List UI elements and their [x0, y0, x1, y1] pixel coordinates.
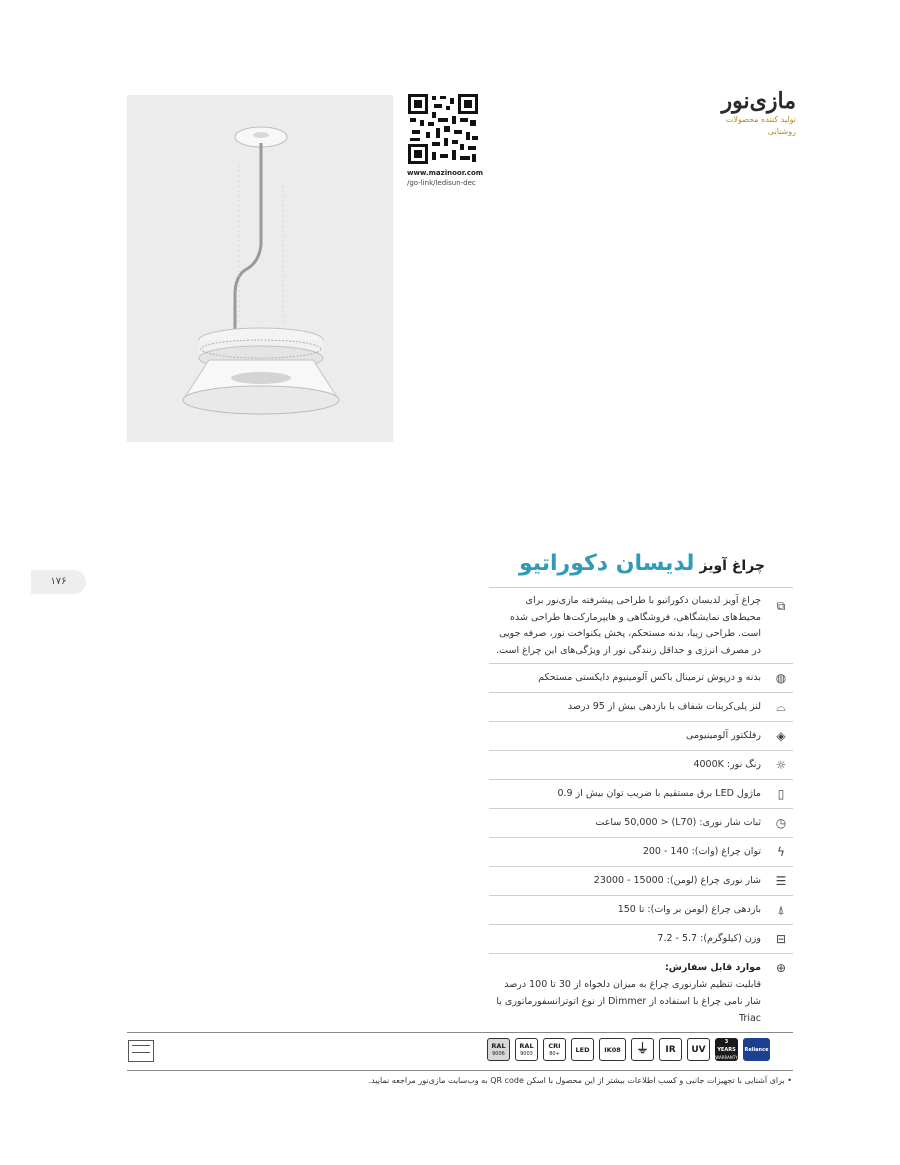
title-prefix: چراغ آویز: [699, 558, 765, 574]
description-text: چراغ آویز لدیسان دکوراتیو با طراحی پیشرفته مازی‌نور برای محیط‌های نمایشگاهی، فروشگاهی و هایپرمارکت‌ها طراحی شده است. طراحی زیبا، بدنه مستحکم، پخش یکنواخت نور، صرفه جویی در مصرف انرژی و حداقل زنندگی نور از ویژگی‌های این چراغ است.: [496, 595, 761, 656]
clock-icon: ◷: [775, 816, 787, 830]
footnote: • برای آشنایی با تجهیزات جانبی و کسب اطلاعات بیشتر از این محصول با اسکن QR code به وب‌سایت مازی‌نور مراجعه نمایید.: [368, 1076, 792, 1085]
efficacy-lamp-icon: ⍋: [777, 903, 785, 917]
brand-logo: [714, 88, 796, 138]
copy-pages-icon: ⧉: [776, 599, 786, 613]
plus-circle-icon: ⊕: [775, 961, 787, 975]
no-uv-badge: UV: [687, 1038, 710, 1061]
spec-text: ماژول LED برق مستقیم با ضریب توان بیش از 0.9: [557, 788, 761, 799]
no-ir-badge: IR: [659, 1038, 682, 1061]
order-options-text: قابلیت تنظیم شارنوری چراغ به میزان دلخواه از 30 تا 100 درصد شار نامی چراغ با استفاده از Dimmer از نوع اتوترانسفورماتوری یا Triac: [496, 979, 761, 1024]
logo-tagline: تولید کننده محصولات روشنایی: [725, 115, 796, 136]
divider: [127, 1070, 793, 1071]
ral-9003-badge: RAL 9003: [515, 1038, 538, 1061]
spec-row: [489, 779, 793, 808]
spec-text: لنز پلی‌کربنات شفاف با بازدهی بیش از 95 درصد: [567, 701, 761, 712]
qr-website[interactable]: www.mazinoor.com: [407, 169, 484, 177]
description-row: [489, 587, 793, 663]
certification-badges: [487, 1038, 770, 1064]
spec-text: شار نوری چراغ (لومن): 15000 - 23000: [593, 875, 761, 886]
qr-code[interactable]: [408, 94, 478, 164]
sun-icon: ☼: [775, 758, 787, 772]
qr-link-path[interactable]: /go-link/ledisun-dec: [407, 179, 476, 187]
spec-list: [489, 587, 793, 1027]
divider: [127, 1032, 793, 1033]
spec-text: توان چراغ (وات): 140 - 200: [642, 846, 761, 857]
spec-text: رفلکتور آلومینیومی: [686, 730, 761, 741]
led-badge: LED: [571, 1038, 594, 1061]
warranty-badge: 3 YEARS WARRANTY: [715, 1038, 738, 1060]
order-options-title: موارد قابل سفارش:: [664, 962, 761, 973]
spec-row: [489, 750, 793, 779]
weight-icon: ⊟: [775, 932, 787, 946]
ik08-badge: IK08: [599, 1038, 626, 1061]
page-number-tab: ۱۷۶: [31, 570, 86, 594]
order-options-row: [489, 953, 793, 1027]
dimensions-icon: [128, 1040, 154, 1062]
lens-icon: ⌓: [776, 700, 786, 714]
spec-row: [489, 692, 793, 721]
spec-text: بازدهی چراغ (لومن بر وات): تا 150: [617, 904, 761, 915]
order-options: [489, 954, 793, 1027]
spec-row: [489, 895, 793, 924]
qr-code-icon: [408, 94, 478, 164]
housing-icon: ◍: [775, 671, 787, 685]
reflector-icon: ◈: [776, 729, 786, 743]
cri-badge: CRI 80+: [543, 1038, 566, 1061]
earth-ground-icon: ⏚: [631, 1038, 654, 1061]
spec-row: [489, 721, 793, 750]
product-photo: [127, 95, 393, 442]
spec-row: [489, 837, 793, 866]
luminous-flux-icon: ☰: [775, 874, 787, 888]
spec-row: [489, 808, 793, 837]
spec-text: بدنه و درپوش ترمینال باکس آلومینیوم دایکستی مستحکم: [538, 672, 761, 683]
ral-9006-badge: RAL 9006: [487, 1038, 510, 1061]
title-main: لدیسان دکوراتیو: [518, 551, 695, 576]
reliance-badge: Reliance: [743, 1038, 770, 1061]
product-title: [489, 551, 765, 576]
logo-mark: مازی‌نور: [721, 88, 796, 114]
spec-text: رنگ نور: 4000K: [693, 759, 761, 770]
pendant-lamp-image: [127, 95, 393, 442]
power-bolt-icon: ϟ: [777, 845, 785, 859]
spec-row: [489, 924, 793, 953]
spec-text: ثبات شار نوری: (L70) < 50,000 ساعت: [595, 817, 761, 828]
driver-module-icon: ▯: [777, 787, 785, 801]
spec-text: وزن (کیلوگرم): 5.7 - 7.2: [657, 933, 761, 944]
spec-row: [489, 866, 793, 895]
spec-row: [489, 663, 793, 692]
